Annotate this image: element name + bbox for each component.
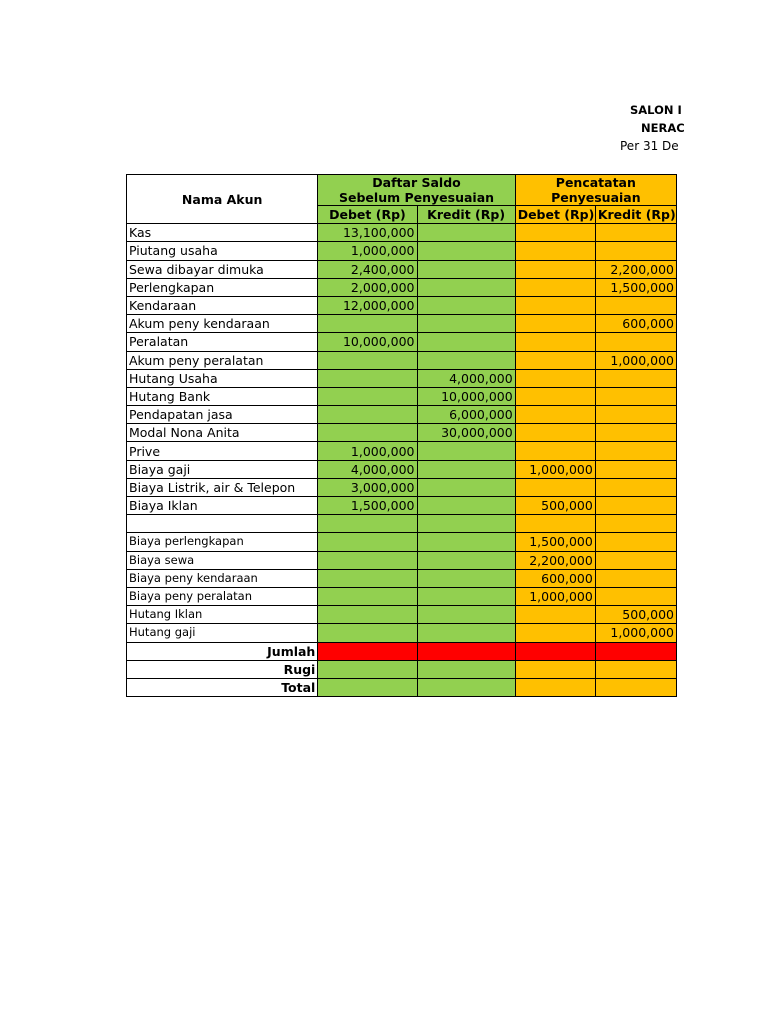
debet-adjust-cell[interactable]: 1,000,000	[515, 587, 595, 605]
kredit-adjust-total-cell[interactable]	[595, 642, 676, 660]
kredit-adjust-cell[interactable]: 1,000,000	[595, 624, 676, 642]
account-name-cell[interactable]: Biaya gaji	[127, 460, 318, 478]
debet-adjust-cell[interactable]	[515, 515, 595, 533]
account-name-cell[interactable]: Sewa dibayar dimuka	[127, 260, 318, 278]
table-row	[127, 260, 677, 278]
debet-adjust-cell[interactable]	[515, 242, 595, 260]
company-name: SALON I	[630, 103, 682, 117]
debet-trial-cell[interactable]	[318, 387, 417, 405]
group2-line2: Penyesuaian	[551, 190, 641, 205]
group2-line1: Pencatatan	[555, 175, 636, 190]
account-name-cell[interactable]: Pendapatan jasa	[127, 406, 318, 424]
debet-trial-cell[interactable]	[318, 515, 417, 533]
debet-trial-cell[interactable]: 10,000,000	[318, 333, 417, 351]
table-row	[127, 315, 677, 333]
kredit-adjust-cell[interactable]	[595, 587, 676, 605]
table-row	[127, 406, 677, 424]
debet-adjust-cell[interactable]	[515, 442, 595, 460]
kredit-trial-cell[interactable]	[417, 497, 515, 515]
kredit-adjust-cell[interactable]	[595, 369, 676, 387]
account-name-cell[interactable]: Hutang gaji	[127, 624, 318, 642]
kredit-trial-cell[interactable]	[417, 315, 515, 333]
account-name-cell[interactable]: Peralatan	[127, 333, 318, 351]
total-label-cell: Total	[127, 678, 318, 696]
debet-adjust-cell[interactable]	[515, 624, 595, 642]
report-date: Per 31 De	[620, 139, 679, 153]
account-name-cell[interactable]: Perlengkapan	[127, 278, 318, 296]
debet-trial-cell[interactable]: 1,500,000	[318, 497, 417, 515]
debet-adjust-cell[interactable]	[515, 406, 595, 424]
table-row	[127, 369, 677, 387]
kredit-adjust-cell[interactable]	[595, 442, 676, 460]
total-label-cell: Rugi	[127, 660, 318, 678]
account-name-cell[interactable]: Biaya peny kendaraan	[127, 569, 318, 587]
worksheet-table	[126, 174, 677, 697]
kredit-adjust-cell[interactable]	[595, 242, 676, 260]
table-row	[127, 296, 677, 314]
kredit-trial-cell[interactable]: 4,000,000	[417, 369, 515, 387]
debet-trial-total-cell[interactable]	[318, 678, 417, 696]
table-row	[127, 497, 677, 515]
kredit-adjust-cell[interactable]	[595, 424, 676, 442]
kredit-trial-cell[interactable]	[417, 478, 515, 496]
debet-trial-cell[interactable]	[318, 369, 417, 387]
account-name-cell[interactable]: Modal Nona Anita	[127, 424, 318, 442]
kredit-trial-cell[interactable]	[417, 278, 515, 296]
debet-adjust-cell[interactable]	[515, 387, 595, 405]
account-name-cell[interactable]	[127, 515, 318, 533]
table-row	[127, 515, 677, 533]
kredit-trial-cell[interactable]	[417, 242, 515, 260]
group1-line2: Sebelum Penyesuaian	[339, 190, 495, 205]
table-row	[127, 551, 677, 569]
kredit-trial-cell[interactable]	[417, 569, 515, 587]
subheader-kredit-adjust: Kredit (Rp)	[595, 206, 676, 224]
debet-trial-cell[interactable]	[318, 533, 417, 551]
kredit-adjust-cell[interactable]	[595, 478, 676, 496]
debet-adjust-cell[interactable]: 1,000,000	[515, 460, 595, 478]
table-row	[127, 606, 677, 624]
kredit-trial-cell[interactable]	[417, 515, 515, 533]
debet-adjust-cell[interactable]	[515, 278, 595, 296]
kredit-trial-total-cell[interactable]	[417, 642, 515, 660]
debet-adjust-cell[interactable]: 600,000	[515, 569, 595, 587]
kredit-adjust-cell[interactable]	[595, 296, 676, 314]
debet-adjust-total-cell[interactable]	[515, 660, 595, 678]
total-row	[127, 660, 677, 678]
total-rows	[127, 642, 677, 697]
debet-trial-cell[interactable]	[318, 587, 417, 605]
account-name-cell[interactable]: Kas	[127, 224, 318, 242]
kredit-trial-cell[interactable]	[417, 460, 515, 478]
kredit-adjust-cell[interactable]	[595, 406, 676, 424]
group-header-trial-balance	[318, 175, 515, 206]
table-row	[127, 424, 677, 442]
kredit-trial-cell[interactable]: 30,000,000	[417, 424, 515, 442]
debet-adjust-cell[interactable]: 1,500,000	[515, 533, 595, 551]
subheader-debet-trial: Debet (Rp)	[318, 206, 417, 224]
group1-line1: Daftar Saldo	[372, 175, 461, 190]
account-name-cell[interactable]: Hutang Usaha	[127, 369, 318, 387]
kredit-trial-cell[interactable]: 6,000,000	[417, 406, 515, 424]
debet-adjust-cell[interactable]	[515, 224, 595, 242]
debet-adjust-cell[interactable]	[515, 369, 595, 387]
debet-trial-cell[interactable]: 13,100,000	[318, 224, 417, 242]
kredit-adjust-cell[interactable]: 1,500,000	[595, 278, 676, 296]
account-name-cell[interactable]: Biaya perlengkapan	[127, 533, 318, 551]
table-row	[127, 242, 677, 260]
header-row-groups	[127, 175, 677, 206]
kredit-trial-cell[interactable]	[417, 442, 515, 460]
kredit-trial-cell[interactable]	[417, 587, 515, 605]
subheader-kredit-trial: Kredit (Rp)	[417, 206, 515, 224]
kredit-adjust-cell[interactable]	[595, 333, 676, 351]
debet-adjust-cell[interactable]	[515, 315, 595, 333]
debet-trial-cell[interactable]	[318, 424, 417, 442]
debet-trial-cell[interactable]	[318, 351, 417, 369]
debet-adjust-cell[interactable]: 500,000	[515, 497, 595, 515]
group-header-adjustments	[515, 175, 676, 206]
account-rows	[127, 224, 677, 642]
table-row	[127, 278, 677, 296]
kredit-adjust-cell[interactable]: 1,000,000	[595, 351, 676, 369]
debet-trial-cell[interactable]	[318, 624, 417, 642]
account-name-cell[interactable]: Akum peny peralatan	[127, 351, 318, 369]
debet-trial-cell[interactable]	[318, 606, 417, 624]
table-row	[127, 333, 677, 351]
kredit-adjust-total-cell[interactable]	[595, 678, 676, 696]
table-row	[127, 442, 677, 460]
table-row	[127, 569, 677, 587]
debet-adjust-cell[interactable]	[515, 606, 595, 624]
debet-adjust-total-cell[interactable]	[515, 678, 595, 696]
table-row	[127, 224, 677, 242]
report-title: NERAC	[641, 121, 685, 135]
debet-trial-cell[interactable]	[318, 406, 417, 424]
account-name-cell[interactable]: Biaya sewa	[127, 551, 318, 569]
debet-trial-cell[interactable]: 1,000,000	[318, 442, 417, 460]
kredit-adjust-cell[interactable]: 2,200,000	[595, 260, 676, 278]
table-row	[127, 478, 677, 496]
kredit-trial-cell[interactable]	[417, 606, 515, 624]
kredit-adjust-cell[interactable]: 500,000	[595, 606, 676, 624]
table-row	[127, 624, 677, 642]
kredit-trial-total-cell[interactable]	[417, 660, 515, 678]
debet-trial-total-cell[interactable]	[318, 660, 417, 678]
debet-adjust-cell[interactable]	[515, 260, 595, 278]
account-name-cell[interactable]: Biaya peny peralatan	[127, 587, 318, 605]
account-name-cell[interactable]: Biaya Listrik, air & Telepon	[127, 478, 318, 496]
kredit-adjust-cell[interactable]	[595, 460, 676, 478]
debet-adjust-cell[interactable]	[515, 333, 595, 351]
total-row	[127, 678, 677, 696]
kredit-trial-cell[interactable]	[417, 351, 515, 369]
debet-adjust-cell[interactable]	[515, 296, 595, 314]
debet-trial-cell[interactable]: 2,400,000	[318, 260, 417, 278]
debet-adjust-cell[interactable]	[515, 351, 595, 369]
account-name-cell[interactable]: Hutang Bank	[127, 387, 318, 405]
account-name-cell[interactable]: Kendaraan	[127, 296, 318, 314]
kredit-adjust-total-cell[interactable]	[595, 660, 676, 678]
table-row	[127, 460, 677, 478]
table-row	[127, 351, 677, 369]
account-name-cell[interactable]: Akum peny kendaraan	[127, 315, 318, 333]
account-name-cell[interactable]: Prive	[127, 442, 318, 460]
total-row	[127, 642, 677, 660]
kredit-trial-cell[interactable]	[417, 533, 515, 551]
debet-trial-total-cell[interactable]	[318, 642, 417, 660]
debet-trial-cell[interactable]: 4,000,000	[318, 460, 417, 478]
debet-trial-cell[interactable]: 12,000,000	[318, 296, 417, 314]
kredit-adjust-cell[interactable]	[595, 224, 676, 242]
debet-adjust-cell[interactable]	[515, 478, 595, 496]
column-header-account-name: Nama Akun	[127, 175, 318, 224]
kredit-adjust-cell[interactable]	[595, 515, 676, 533]
kredit-adjust-cell[interactable]: 600,000	[595, 315, 676, 333]
debet-trial-cell[interactable]: 1,000,000	[318, 242, 417, 260]
debet-adjust-cell[interactable]: 2,200,000	[515, 551, 595, 569]
table-row	[127, 387, 677, 405]
kredit-trial-cell[interactable]	[417, 296, 515, 314]
table-row	[127, 533, 677, 551]
kredit-trial-cell[interactable]	[417, 224, 515, 242]
debet-adjust-cell[interactable]	[515, 424, 595, 442]
kredit-trial-cell[interactable]	[417, 260, 515, 278]
account-name-cell[interactable]: Piutang usaha	[127, 242, 318, 260]
kredit-adjust-cell[interactable]	[595, 569, 676, 587]
debet-trial-cell[interactable]	[318, 315, 417, 333]
subheader-debet-adjust: Debet (Rp)	[515, 206, 595, 224]
account-name-cell[interactable]: Hutang Iklan	[127, 606, 318, 624]
debet-trial-cell[interactable]: 3,000,000	[318, 478, 417, 496]
table-row	[127, 587, 677, 605]
debet-trial-cell[interactable]: 2,000,000	[318, 278, 417, 296]
debet-trial-cell[interactable]	[318, 551, 417, 569]
kredit-trial-cell[interactable]	[417, 333, 515, 351]
kredit-adjust-cell[interactable]	[595, 551, 676, 569]
debet-adjust-total-cell[interactable]	[515, 642, 595, 660]
kredit-adjust-cell[interactable]	[595, 497, 676, 515]
debet-trial-cell[interactable]	[318, 569, 417, 587]
kredit-trial-total-cell[interactable]	[417, 678, 515, 696]
kredit-trial-cell[interactable]	[417, 551, 515, 569]
kredit-trial-cell[interactable]: 10,000,000	[417, 387, 515, 405]
account-name-cell[interactable]: Biaya Iklan	[127, 497, 318, 515]
kredit-trial-cell[interactable]	[417, 624, 515, 642]
total-label-cell: Jumlah	[127, 642, 318, 660]
kredit-adjust-cell[interactable]	[595, 387, 676, 405]
kredit-adjust-cell[interactable]	[595, 533, 676, 551]
